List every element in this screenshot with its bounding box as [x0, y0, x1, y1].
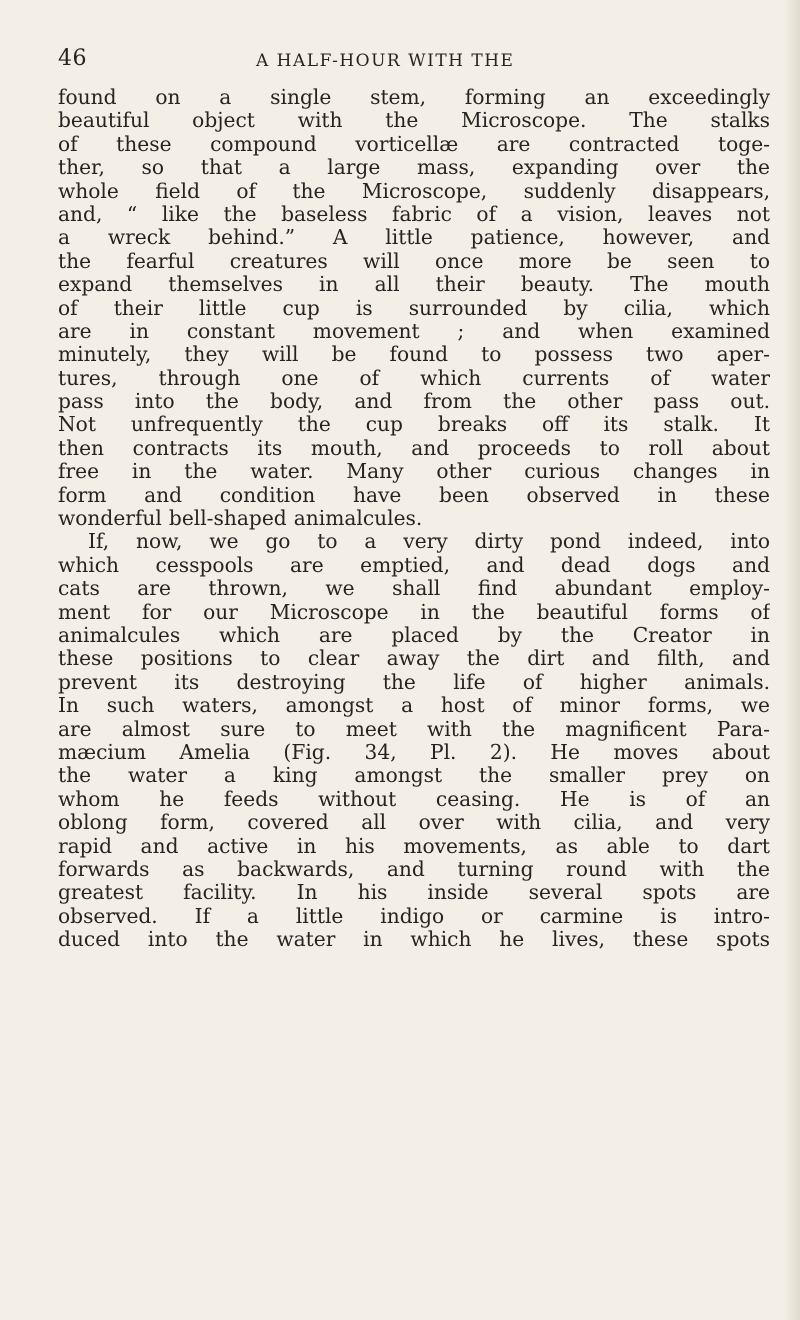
- text-line: duced into the water in which he lives, these spots: [58, 928, 770, 952]
- text-line: prevent its destroying the life of higher animals.: [58, 670, 770, 694]
- text-line: these positions to clear away the dirt and filth, and: [58, 647, 770, 671]
- text-line: are in constant movement ; and when examined: [58, 319, 770, 343]
- text-line: the fearful creatures will once more be seen to: [58, 249, 770, 273]
- text-line: tures, through one of which currents of water: [58, 366, 770, 390]
- text-line: and, “ like the baseless fabric of a vision, leaves not: [58, 202, 770, 226]
- text-line: pass into the body, and from the other pass out.: [58, 390, 770, 414]
- text-line: the water a king amongst the smaller prey on: [58, 764, 770, 788]
- text-line: If, now, we go to a very dirty pond indeed, into: [88, 530, 770, 554]
- text-line: animalcules which are placed by the Creator in: [58, 623, 770, 647]
- text-line: greatest facility. In his inside several spots are: [58, 881, 770, 905]
- text-line: wonderful bell-shaped animalcules.: [58, 507, 423, 531]
- text-line: observed. If a little indigo or carmine is intro-: [58, 904, 770, 928]
- text-line: mæcium Amelia (Fig. 34, Pl. 2). He moves about: [58, 740, 770, 764]
- text-line: minutely, they will be found to possess two aper-: [58, 343, 770, 367]
- body-text: [58, 86, 770, 951]
- text-line: of their little cup is surrounded by cilia, which: [58, 296, 770, 320]
- text-line: of these compound vorticellæ are contracted toge-: [58, 132, 770, 156]
- text-line: cats are thrown, we shall find abundant employ-: [58, 577, 770, 601]
- page-header: [0, 46, 800, 82]
- text-line: In such waters, amongst a host of minor forms, we: [58, 694, 770, 718]
- text-line: Not unfrequently the cup breaks off its stalk. It: [58, 413, 770, 437]
- text-line: which cesspools are emptied, and dead dogs and: [58, 553, 770, 577]
- running-head: A HALF-HOUR WITH THE: [256, 51, 515, 71]
- text-line: found on a single stem, forming an exceedingly: [58, 86, 770, 109]
- text-line: expand themselves in all their beauty. The mouth: [58, 273, 770, 297]
- text-line: forwards as backwards, and turning round with the: [58, 857, 770, 881]
- text-line: rapid and active in his movements, as able to dart: [58, 834, 770, 858]
- page-edge-shadow: [784, 0, 800, 1320]
- text-line: then contracts its mouth, and proceeds to roll about: [58, 436, 770, 460]
- page-number: 46: [58, 46, 87, 71]
- text-line: whom he feeds without ceasing. He is of an: [58, 787, 770, 811]
- text-line: beautiful object with the Microscope. The stalks: [58, 109, 770, 133]
- text-line: a wreck behind.” A little patience, however, and: [58, 226, 770, 250]
- text-line: form and condition have been observed in these: [58, 483, 770, 507]
- text-line: ment for our Microscope in the beautiful forms of: [58, 600, 770, 624]
- text-line: are almost sure to meet with the magnificent Para-: [58, 717, 770, 741]
- text-line: oblong form, covered all over with cilia, and very: [58, 811, 770, 835]
- text-line: ther, so that a large mass, expanding over the: [58, 156, 770, 180]
- text-line: whole field of the Microscope, suddenly disappears,: [58, 179, 770, 203]
- text-line: free in the water. Many other curious changes in: [58, 460, 770, 484]
